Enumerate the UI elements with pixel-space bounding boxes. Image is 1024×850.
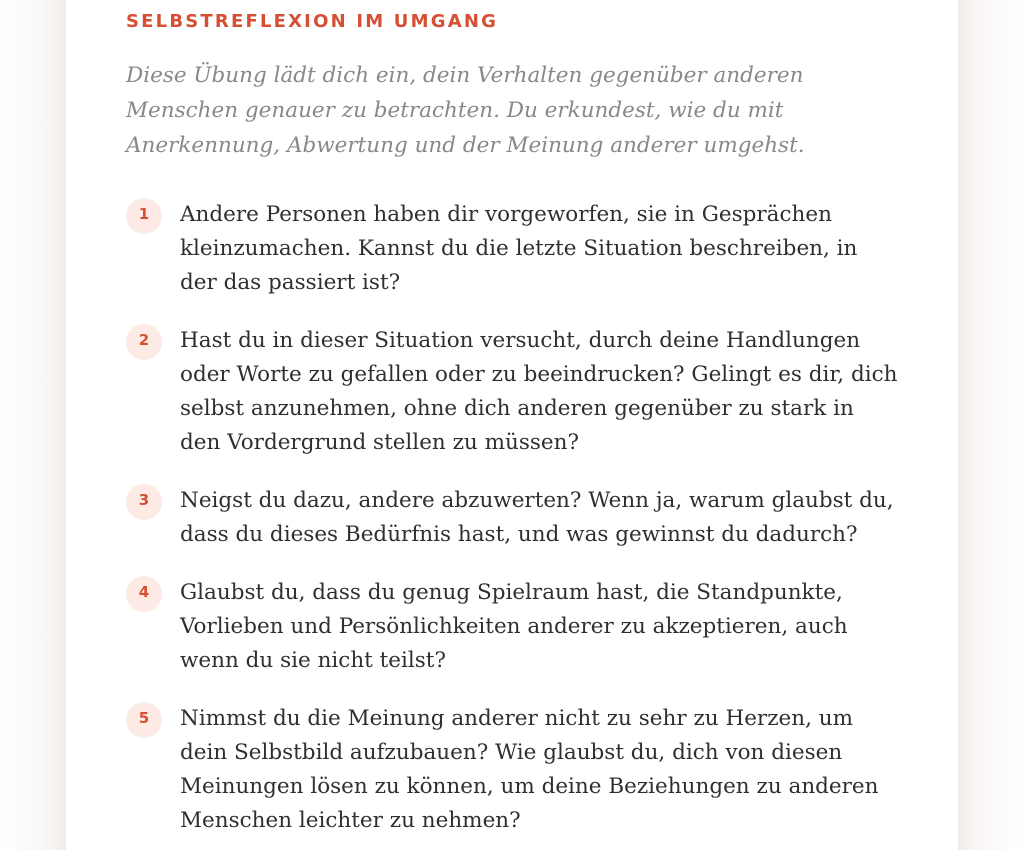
question-number-badge: 2 xyxy=(126,324,162,360)
section-intro: Diese Übung lädt dich ein, dein Verhalten gegenüber anderen Menschen genauer zu betrachten. Du erkundest, wie du mit Anerkennung, Abwertung und der Meinung anderer umgehst. xyxy=(126,63,805,158)
question-text: Hast du in dieser Situation versucht, durch deine Handlungen oder Worte zu gefallen oder zu beeindrucken? Gelingt es dir, dich selbst anzunehmen, ohne dich anderen gegenüber zu stark in den Vordergrund stellen zu müssen? xyxy=(180,328,898,455)
section-kicker: SELBSTREFLEXION IM UMGANG xyxy=(126,11,499,32)
question-list xyxy=(126,198,916,850)
question-item-5 xyxy=(126,702,916,838)
question-number-badge: 4 xyxy=(126,576,162,612)
page-margin-left xyxy=(0,0,66,850)
question-item-2 xyxy=(126,324,916,460)
question-number-badge: 1 xyxy=(126,198,162,234)
question-item-1 xyxy=(126,198,916,300)
question-text: Glaubst du, dass du genug Spielraum hast, die Standpunkte, Vorlieben und Persönlichkeiten anderer zu akzeptieren, auch wenn du sie nicht teilst? xyxy=(180,580,848,673)
question-item-4 xyxy=(126,576,916,678)
page-margin-right xyxy=(958,0,1024,850)
question-text: Andere Personen haben dir vorgeworfen, sie in Gesprächen kleinzumachen. Kannst du die letzte Situation beschreiben, in der das passiert ist? xyxy=(180,202,858,295)
question-text: Nimmst du die Meinung anderer nicht zu sehr zu Herzen, um dein Selbstbild aufzubauen? Wie glaubst du, dich von diesen Meinungen lösen zu können, um deine Beziehungen zu anderen Menschen leichter zu nehmen? xyxy=(180,706,879,833)
question-number-badge: 3 xyxy=(126,484,162,520)
question-item-3 xyxy=(126,484,916,552)
question-text: Neigst du dazu, andere abzuwerten? Wenn ja, warum glaubst du, dass du dieses Bedürfnis hast, und was gewinnst du dadurch? xyxy=(180,488,894,547)
question-number-badge: 5 xyxy=(126,702,162,738)
